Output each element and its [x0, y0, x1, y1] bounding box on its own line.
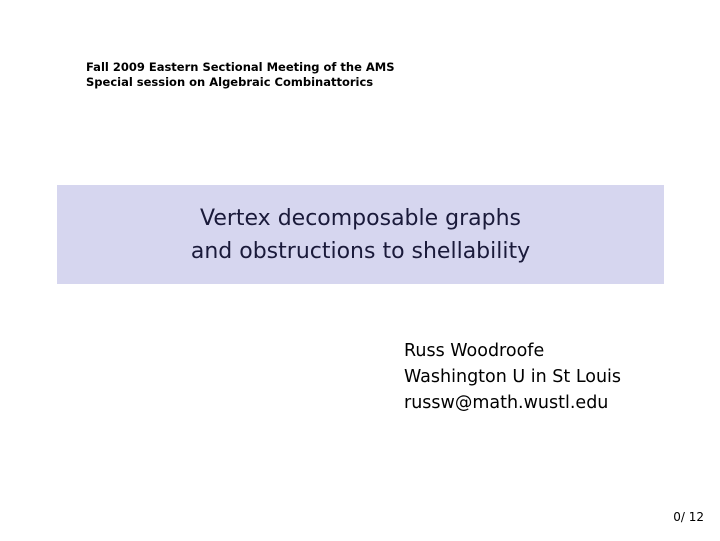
title-box [57, 185, 664, 284]
session-name: Special session on Algebraic Combinattorics [86, 75, 374, 89]
author-affiliation: Washington U in St Louis [404, 367, 622, 387]
author-name: Russ Woodroofe [404, 341, 545, 361]
page-number: 0/ 12 [673, 510, 704, 524]
title-line-2: and obstructions to shellability [190, 238, 531, 264]
conference-header [86, 60, 395, 90]
conference-name: Fall 2009 Eastern Sectional Meeting of the AMS [86, 60, 395, 74]
title-line-1: Vertex decomposable graphs [199, 205, 522, 231]
author-block [404, 338, 621, 416]
author-email: russw@math.wustl.edu [404, 393, 609, 413]
